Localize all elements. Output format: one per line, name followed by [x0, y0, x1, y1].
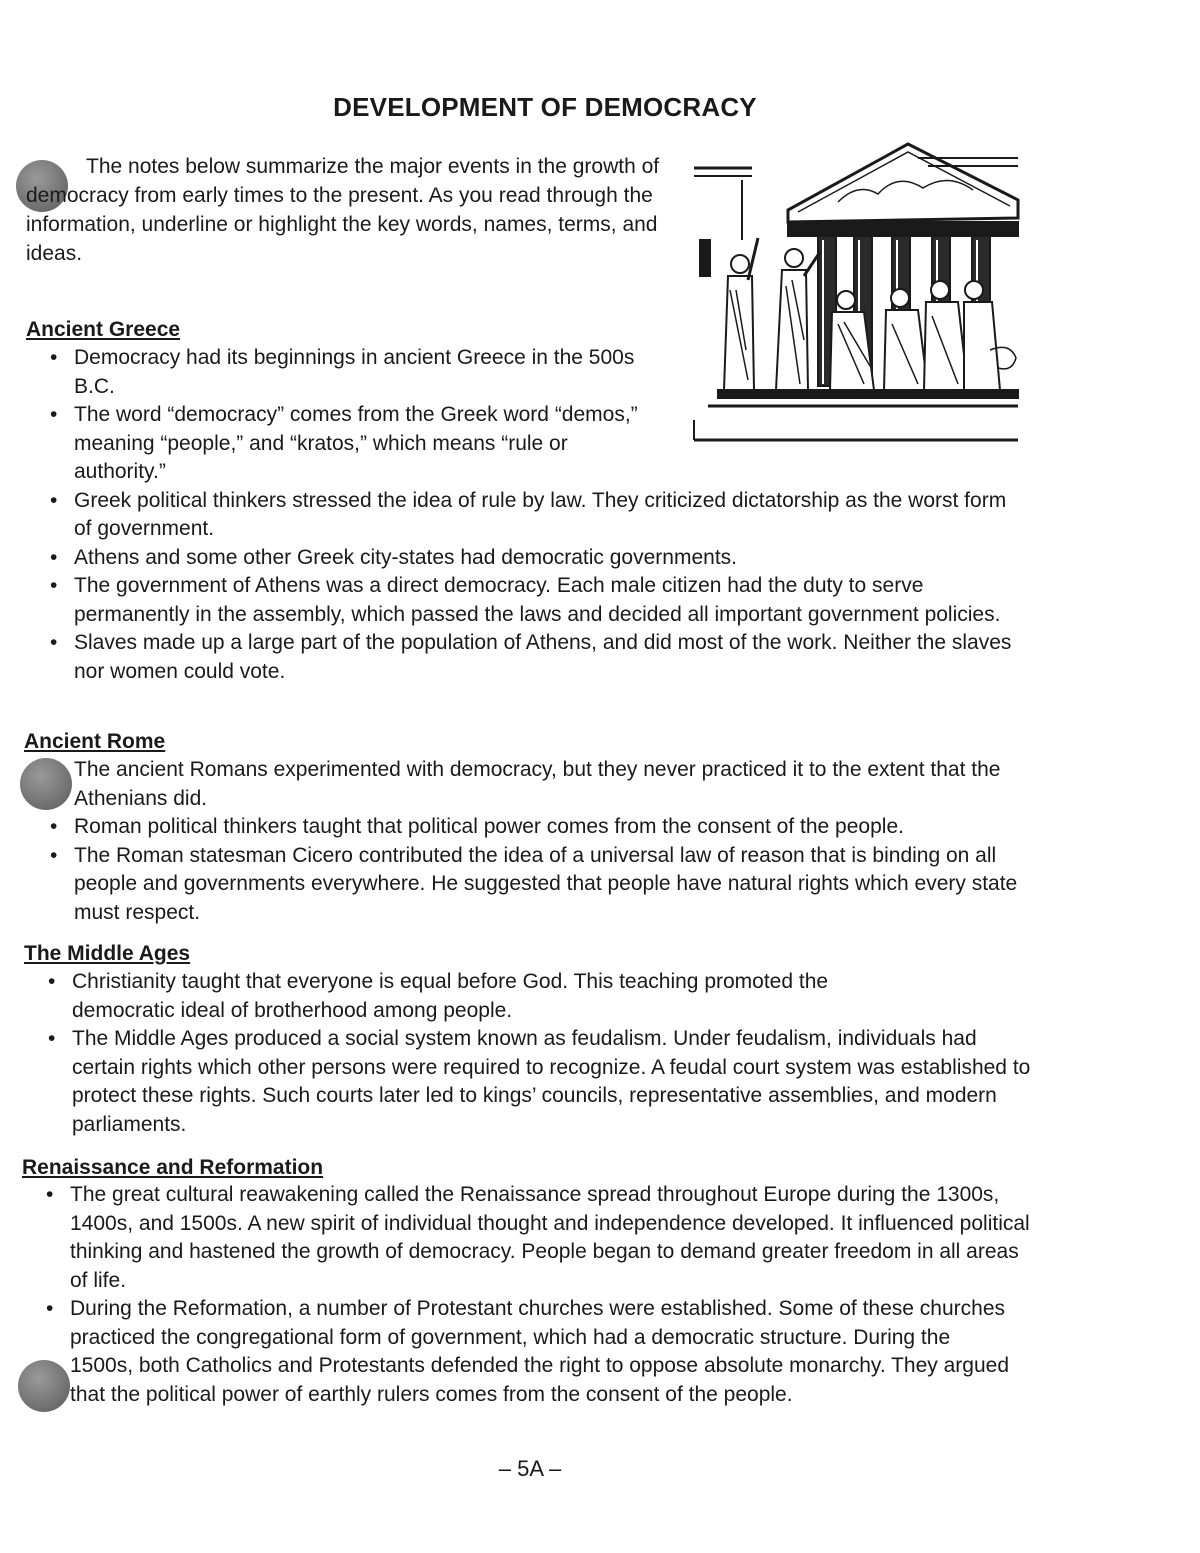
- page-title: DEVELOPMENT OF DEMOCRACY: [333, 92, 757, 122]
- list-item: • The word “democracy” comes from the Greek word “demos,” meaning “people,” and “kratos,” which means “rule or authority.”: [26, 401, 654, 487]
- list-item: • The great cultural reawakening called the Renaissance spread throughout Europe during the 1300s, 1400s, and 1500s. A new spirit of individual thought and independence developed. It influenced political thinking and hastened the growth of democracy. People began to demand greater freedom in all areas of life.: [22, 1181, 1038, 1295]
- list-item: • Athens and some other Greek city-states had democratic governments.: [26, 544, 1026, 573]
- list-item: • Christianity taught that everyone is equal before God. This teaching promoted the democratic ideal of brotherhood among people.: [24, 968, 932, 1025]
- list-item: • Slaves made up a large part of the population of Athens, and did most of the work. Neither the slaves nor women could vote.: [26, 629, 1026, 686]
- section-heading-renaissance-reformation: Renaissance and Reformation: [22, 1156, 324, 1179]
- list-item: • Greek political thinkers stressed the idea of rule by law. They criticized dictatorship as the worst form of government.: [26, 487, 1026, 544]
- list-item: The ancient Romans experimented with democracy, but they never practiced it to the extent that the Athenians did.: [74, 758, 1001, 810]
- list-item: • The Roman statesman Cicero contributed the idea of a universal law of reason that is binding on all people and governments everywhere. He suggested that people have natural rights which every state must respect.: [26, 842, 1026, 928]
- list-item: • During the Reformation, a number of Protestant churches were established. Some of these churches practiced the congregational form of government, which had a democratic structure. During the 1500s, both Catholics and Protestants defended the right to oppose absolute monarchy. They argued that the political power of earthly rulers comes from the consent of the people.: [22, 1295, 1010, 1409]
- renaissance-reformation-list: [22, 1181, 1038, 1409]
- intro-paragraph: The notes below summarize the major events in the growth of democracy from early times to the present. As you read through the information, underline or highlight the key words, names, terms, and ideas.: [26, 155, 660, 265]
- list-item: • Roman political thinkers taught that political power comes from the consent of the people.: [26, 813, 1026, 842]
- section-heading-middle-ages: The Middle Ages: [24, 942, 191, 965]
- page-number: – 5A –: [498, 1456, 562, 1481]
- ancient-greece-list: [26, 344, 1026, 686]
- section-heading-ancient-rome: Ancient Rome: [24, 730, 166, 753]
- list-item: • The government of Athens was a direct democracy. Each male citizen had the duty to serve permanently in the assembly, which passed the laws and decided all important government policies.: [26, 572, 1026, 629]
- middle-ages-list: [24, 968, 1038, 1139]
- ancient-rome-list: [26, 756, 1026, 927]
- section-heading-ancient-greece: Ancient Greece: [26, 318, 181, 341]
- list-item: • Democracy had its beginnings in ancient Greece in the 500s B.C.: [26, 344, 654, 401]
- list-item: • The Middle Ages produced a social system known as feudalism. Under feudalism, individuals had certain rights which other persons were required to recognize. A feudal court system was established to protect these rights. Such courts later led to kings’ councils, representative assemblies, and modern parliaments.: [24, 1025, 1038, 1139]
